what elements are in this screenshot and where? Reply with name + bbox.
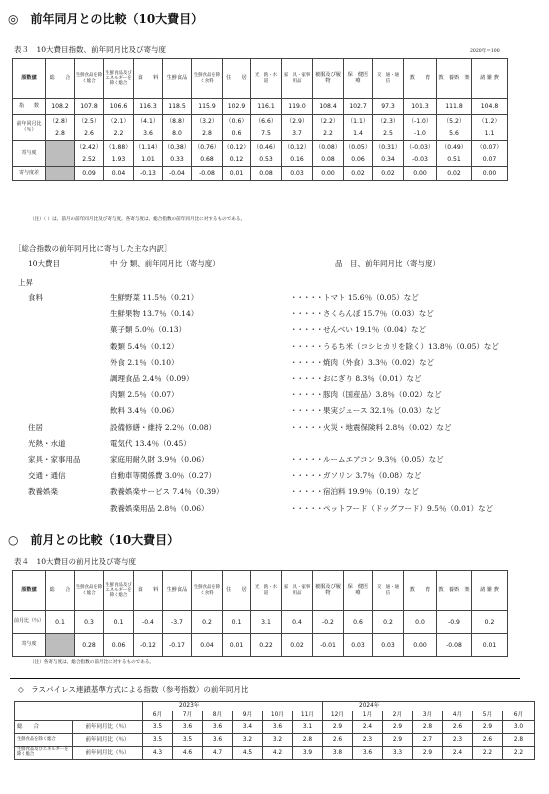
- table3-cell: 0.6: [223, 128, 251, 141]
- table3-cell: （0.08）: [313, 141, 344, 154]
- breakdown-mid: 自動車等関係費 3.0％（0.27）: [110, 471, 217, 481]
- table5-month-row: [15, 711, 535, 721]
- table5-cell: 3.5: [143, 721, 173, 734]
- breakdown-mid: 穀類 5.4％（0.12）: [110, 341, 179, 351]
- breakdown-col-mid: 中 分 類、前年同月比（寄与度）: [110, 259, 220, 268]
- table3-row: [13, 167, 508, 181]
- table3-cell: 0.08: [251, 167, 282, 181]
- table3-header-8: 光 熱・水 道: [251, 59, 282, 99]
- table4-header-10: 被服及び履物: [313, 571, 344, 611]
- table5-cell: 3.2: [233, 734, 263, 747]
- table3-cell: 7.5: [251, 128, 282, 141]
- table3-cell: 107.8: [75, 99, 104, 115]
- table4-cell: 0.1: [46, 611, 75, 634]
- breakdown-mid: 調理食品 2.4％（0.09）: [110, 374, 194, 383]
- breakdown-mid: 外食 2.1％（0.10）: [110, 357, 179, 367]
- table3-cell: 0.02: [373, 167, 404, 181]
- table5-cell: 2.8: [293, 734, 323, 747]
- table4-cell: 0.1: [104, 611, 134, 634]
- table3-cell: 118.5: [163, 99, 192, 115]
- table5-cell: 3.9: [293, 747, 323, 760]
- breakdown-category: 食料: [28, 293, 43, 302]
- breakdown-mid: 教養娯楽用品 2.8％（0.06）: [110, 503, 209, 513]
- table3-cell: （0.12）: [282, 141, 313, 154]
- table3-row-label: 寄与度差: [13, 167, 46, 181]
- table5-cell: 2.6: [473, 734, 503, 747]
- table5-cell: 3.6: [203, 721, 233, 734]
- table4-row: [13, 634, 508, 657]
- table3-cell: （0.6）: [223, 115, 251, 128]
- table3-cell: （2.8）: [46, 115, 75, 128]
- table4-cell: 0.4: [282, 611, 313, 634]
- table4-header-0: 原数値: [13, 571, 46, 611]
- table3-shaded-cell: [46, 141, 75, 167]
- table4-note: （注）各寄与度は、総合指数の前月比に対するものである。: [30, 660, 155, 665]
- table4-header-14: 教 養娯 楽: [437, 571, 472, 611]
- table5-cell: 2.4: [443, 747, 473, 760]
- breakdown-mid: 菓子類 5.0％（0.13）: [110, 325, 187, 335]
- table5-cell: 3.6: [173, 721, 203, 734]
- table3-caption: 表３ 10大費目指数、前年同月比及び寄与度: [14, 45, 167, 54]
- breakdown-dots: ・・・・・: [290, 422, 323, 432]
- table4-cell: 0.00: [404, 634, 437, 657]
- table4-cell: -0.4: [134, 611, 163, 634]
- table5-cell: 2.6: [323, 734, 353, 747]
- table3-cell: 0.00: [472, 167, 508, 181]
- table4-row-label: 前月比（％）: [13, 611, 46, 634]
- table3-cell: （8.8）: [163, 115, 192, 128]
- table4-header-8: 光 熱・水 道: [251, 571, 282, 611]
- month-header: 4月: [443, 711, 473, 721]
- breakdown-category: 交通・通信: [28, 471, 66, 481]
- table3-cell: （0.05）: [344, 141, 373, 154]
- breakdown-item: ガソリン 3.7％（0.08）など: [323, 471, 422, 481]
- table4-cell: -0.12: [134, 634, 163, 657]
- breakdown-col-item: 品 目、前年同月比（寄与度）: [335, 259, 440, 268]
- month-header: 10月: [263, 711, 293, 721]
- table4-header-15: 諸 雑 費: [472, 571, 508, 611]
- table4-header-3: 生鮮食品及びエネルギーを除く総合: [104, 571, 134, 611]
- table4-cell: 0.0: [404, 611, 437, 634]
- table4-caption: 表４ 10大費目の前月比及び寄与度: [14, 557, 137, 566]
- table3-cell: 1.01: [134, 154, 163, 167]
- table3-cell: -0.04: [163, 167, 192, 181]
- table4-header-6: 生鮮食品を除く食料: [192, 571, 223, 611]
- table5-cell: 3.1: [293, 721, 323, 734]
- table4-cell: 0.2: [192, 611, 223, 634]
- table5-cell: 3.8: [323, 747, 353, 760]
- table3-header-12: 交 通・通 信: [373, 59, 404, 99]
- table3-cell: 106.6: [104, 99, 134, 115]
- table3-cell: （-1.0）: [404, 115, 437, 128]
- section-title-laspeyres: ◇ ラスパイレス連鎖基準方式による指数（参考指数）の前年同月比: [18, 685, 249, 694]
- table4-header-row: [13, 571, 508, 611]
- table3-cell: （1.88）: [104, 141, 134, 154]
- breakdown-dots: ・・・・・: [290, 374, 323, 383]
- table3-cell: （0.07）: [472, 141, 508, 154]
- table4-cell: 0.01: [223, 634, 251, 657]
- breakdown-dots: ・・・・・: [290, 309, 323, 319]
- table3-cell: （0.31）: [373, 141, 404, 154]
- table5-row-label: 総 合: [15, 721, 73, 734]
- breakdown-item: 豚肉（国産品）3.8％（0.02）など: [323, 390, 442, 400]
- breakdown-category: 教養娯楽: [28, 487, 58, 497]
- table5-cell: 4.7: [203, 747, 233, 760]
- table3-header-6: 生鮮食品を除く食料: [192, 59, 223, 99]
- table3-cell: -0.08: [192, 167, 223, 181]
- year-2023: 2023年: [143, 702, 323, 711]
- table3-cell: （2.1）: [104, 115, 134, 128]
- table5-cell: 2.3: [443, 734, 473, 747]
- table3-cell: 3.7: [282, 128, 313, 141]
- breakdown-heading: ［総合指数の前年同月比に寄与した主な内訳］: [14, 244, 172, 253]
- breakdown-dots: ・・・・・: [290, 487, 323, 497]
- table3-cell: 2.5: [373, 128, 404, 141]
- breakdown-mid: 電気代 13.4％（0.45）: [110, 438, 191, 448]
- table3-cell: （2.9）: [282, 115, 313, 128]
- table5-cell: 2.9: [383, 734, 413, 747]
- table3-row-label: 前年同月比（％）: [13, 115, 46, 141]
- table4-cell: -0.9: [437, 611, 472, 634]
- table3-cell: 101.3: [404, 99, 437, 115]
- table5-row-sub: 前年同月比（％）: [73, 734, 143, 747]
- table3-cell: 0.09: [75, 167, 104, 181]
- table4-cell: 0.6: [344, 611, 373, 634]
- table3-cell: 3.6: [134, 128, 163, 141]
- table3-cell: 2.2: [313, 128, 344, 141]
- table3-cell: （0.76）: [192, 141, 223, 154]
- breakdown-item: トマト 15.6％（0.05）など: [323, 293, 419, 302]
- month-header: 5月: [473, 711, 503, 721]
- table3-cell: （0.38）: [163, 141, 192, 154]
- table4-cell: 0.06: [104, 634, 134, 657]
- table3-cell: 111.8: [437, 99, 472, 115]
- breakdown-dots: ・・・・・: [290, 293, 323, 302]
- breakdown-category: 家具・家事用品: [28, 455, 81, 464]
- table3-cell: （3.2）: [192, 115, 223, 128]
- table5-cell: 2.2: [473, 747, 503, 760]
- breakdown-mid: 教養娯楽サービス 7.4％（0.39）: [110, 487, 224, 497]
- table3-header-14: 教 養娯 楽: [437, 59, 472, 99]
- table5-cell: 3.6: [203, 734, 233, 747]
- table4-shaded-cell: [46, 634, 75, 657]
- table3-cell: 119.0: [282, 99, 313, 115]
- table4-header-4: 食 料: [134, 571, 163, 611]
- table4-cell: 0.03: [373, 634, 404, 657]
- table3-cell: （2.5）: [75, 115, 104, 128]
- table5-cell: 4.6: [173, 747, 203, 760]
- breakdown-category: 光熱・水道: [28, 438, 66, 448]
- table3-cell: 102.9: [223, 99, 251, 115]
- table3-cell: 1.1: [472, 128, 508, 141]
- month-header: 7月: [173, 711, 203, 721]
- table3-cell: 0.34: [373, 154, 404, 167]
- table3-cell: 97.3: [373, 99, 404, 115]
- table4-cell: -0.01: [313, 634, 344, 657]
- breakdown-mid: 生鮮野菜 11.5％（0.21）: [110, 293, 199, 302]
- month-header: 9月: [233, 711, 263, 721]
- table5-cell: 2.6: [443, 721, 473, 734]
- breakdown-mid: 設備修繕・維持 2.2％（0.08）: [110, 422, 217, 432]
- table3-header-13: 教 育: [404, 59, 437, 99]
- table3-cell: 104.8: [472, 99, 508, 115]
- table3-cell: 0.03: [282, 167, 313, 181]
- table3-cell: 0.08: [313, 154, 344, 167]
- table3-header-4: 食 料: [134, 59, 163, 99]
- base-year-note: 2020年＝100: [470, 49, 500, 54]
- table3-header-1: 総 合: [46, 59, 75, 99]
- table5-row-sub: 前年同月比（％）: [73, 747, 143, 760]
- table3-row: [13, 99, 508, 115]
- table5-cell: 2.8: [413, 721, 443, 734]
- table5-cell: 2.9: [413, 747, 443, 760]
- table4-cell: 0.2: [373, 611, 404, 634]
- table3-cell: 0.04: [104, 167, 134, 181]
- table5-row: [15, 734, 535, 747]
- table4-header-12: 交 通・通 信: [373, 571, 404, 611]
- table5-row-label: 生鮮食品を除く総合: [15, 734, 73, 747]
- table4-cell: -3.7: [163, 611, 192, 634]
- table5-cell: 3.3: [383, 747, 413, 760]
- breakdown-item: うるち米（コシヒカリを除く）13.8％（0.05）など: [323, 341, 499, 351]
- table3-cell: 0.02: [344, 167, 373, 181]
- table5-year-row: [15, 702, 535, 711]
- table3-cell: -1.0: [404, 128, 437, 141]
- table3-cell: 2.2: [104, 128, 134, 141]
- table3-cell: 2.8: [46, 128, 75, 141]
- table5-row-sub: 前年同月比（％）: [73, 721, 143, 734]
- section-title-mom: ○ 前月との比較（10大費目）: [8, 533, 180, 547]
- table3-cell: 102.7: [344, 99, 373, 115]
- table4-row-label: 寄与度: [13, 634, 46, 657]
- table4-cell: 0.01: [472, 634, 508, 657]
- table4-cell: 0.02: [282, 634, 313, 657]
- table3-cell: （1.1）: [344, 115, 373, 128]
- table5-cell: 2.9: [323, 721, 353, 734]
- table3-header-15: 諸 雑 費: [472, 59, 508, 99]
- table5-cell: 2.7: [413, 734, 443, 747]
- table5-cell: 4.3: [143, 747, 173, 760]
- table5-cell: 2.2: [503, 747, 535, 760]
- breakdown-dots: ・・・・・: [290, 341, 323, 351]
- table4-cell: -0.08: [437, 634, 472, 657]
- table5-cell: 4.2: [263, 747, 293, 760]
- table4-cell: -0.2: [313, 611, 344, 634]
- breakdown-item: 果実ジュース 32.1％（0.03）など: [323, 406, 441, 416]
- table5-cell: 3.6: [263, 721, 293, 734]
- month-header: 11月: [293, 711, 323, 721]
- breakdown-mid: 肉類 2.5％（0.07）: [110, 390, 179, 400]
- breakdown-dots: ・・・・・: [290, 325, 323, 335]
- table3-row-label: 指 数: [13, 99, 46, 115]
- table5-row: [15, 721, 535, 734]
- table3-cell: 2.52: [75, 154, 104, 167]
- table4-cell: 0.22: [251, 634, 282, 657]
- table3-cell: （2.42）: [75, 141, 104, 154]
- month-header: 3月: [413, 711, 443, 721]
- breakdown-category: 住居: [28, 422, 43, 432]
- breakdown-dots: ・・・・・: [290, 455, 323, 464]
- table4-header-7: 住 居: [223, 571, 251, 611]
- breakdown-item: せんべい 19.1％（0.04）など: [323, 325, 427, 335]
- table3-cell: 108.2: [46, 99, 75, 115]
- month-header: 2月: [383, 711, 413, 721]
- breakdown-mid: 家庭用耐久財 3.9％（0.06）: [110, 455, 209, 464]
- section-title-yoy: ◎ 前年同月との比較（10大費目）: [8, 12, 204, 26]
- table3-header-2: 生鮮食品を除く総合: [75, 59, 104, 99]
- table3-cell: （6.6）: [251, 115, 282, 128]
- table3-cell: 1.4: [344, 128, 373, 141]
- table3-row-label: 寄与度: [13, 141, 46, 167]
- breakdown-item: 火災・地震保険料 2.8％（0.02）など: [323, 422, 452, 432]
- table3-cell: -0.13: [134, 167, 163, 181]
- table4-header-9: 家 具・家事用品: [282, 571, 313, 611]
- table3-row: [13, 128, 508, 141]
- breakdown-item: おにぎり 8.3％（0.01）など: [323, 374, 422, 383]
- table3-cell: （0.12）: [223, 141, 251, 154]
- table3-cell: 116.3: [134, 99, 163, 115]
- table3-cell: 0.53: [251, 154, 282, 167]
- table3-cell: （-0.03）: [404, 141, 437, 154]
- breakdown-dots: ・・・・・: [290, 390, 323, 400]
- table3-cell: 0.07: [472, 154, 508, 167]
- table3-header-0: 原数値: [13, 59, 46, 99]
- breakdown-dots: ・・・・・: [290, 471, 323, 481]
- month-header: 1月: [353, 711, 383, 721]
- month-header: 8月: [203, 711, 233, 721]
- breakdown-dots: ・・・・・: [290, 503, 323, 513]
- table3-cell: 2.6: [75, 128, 104, 141]
- table5-cell: 2.9: [383, 721, 413, 734]
- table3-cell: （1.14）: [134, 141, 163, 154]
- table3-cell: （2.2）: [313, 115, 344, 128]
- table3-cell: 0.02: [437, 167, 472, 181]
- month-header: 6月: [503, 711, 535, 721]
- table4-row: [13, 611, 508, 634]
- table3-cell: 0.33: [163, 154, 192, 167]
- month-header: 12月: [323, 711, 353, 721]
- table3-cell: 116.1: [251, 99, 282, 115]
- breakdown-item: ペットフード（ドッグフード）9.5％（0.01）など: [323, 503, 494, 513]
- table3-cell: 0.16: [282, 154, 313, 167]
- breakdown-item: 宿泊料 19.9％（0.19）など: [323, 487, 419, 497]
- table4-header-2: 生鮮食品を除く総合: [75, 571, 104, 611]
- table3-cell: （5.2）: [437, 115, 472, 128]
- table4-cell: 0.03: [344, 634, 373, 657]
- table3-header-row: [13, 59, 508, 99]
- table5-cell: 4.5: [233, 747, 263, 760]
- table5-cell: 2.4: [353, 721, 383, 734]
- table3-cell: 0.00: [313, 167, 344, 181]
- breakdown-dots: ・・・・・: [290, 357, 323, 367]
- table3-row: [13, 115, 508, 128]
- table3-row: [13, 141, 508, 154]
- table4-header-11: 保 健医 療: [344, 571, 373, 611]
- table5-cell: 3.6: [353, 747, 383, 760]
- table3-cell: （1.2）: [472, 115, 508, 128]
- breakdown-col-category: 10大費目: [28, 259, 61, 268]
- table5-row: [15, 747, 535, 760]
- table3-cell: 0.12: [223, 154, 251, 167]
- table4-cell: 0.04: [192, 634, 223, 657]
- table3-cell: 0.01: [223, 167, 251, 181]
- breakdown-dots: ・・・・・: [290, 406, 323, 416]
- table3-cell: 1.93: [104, 154, 134, 167]
- breakdown-item: ルームエアコン 9.3％（0.05）など: [323, 455, 444, 464]
- table3-header-5: 生鮮食品: [163, 59, 192, 99]
- table3-header-7: 住 居: [223, 59, 251, 99]
- section-divider: [10, 678, 520, 679]
- table3-cell: 0.68: [192, 154, 223, 167]
- breakdown-mid: 生鮮果物 13.7％（0.14）: [110, 309, 199, 319]
- table5-row-label: 生鮮食品及びエネルギーを除く総合: [15, 747, 73, 760]
- table3-cell: 0.00: [404, 167, 437, 181]
- table4-header-5: 生鮮食品: [163, 571, 192, 611]
- table4-cell: 0.2: [472, 611, 508, 634]
- table3-note: （注）（ ）は、前月の前年同月比及び寄与度。各寄与度は、総合指数の前年同月比に対するものである。: [30, 217, 246, 222]
- table3-cell: 8.0: [163, 128, 192, 141]
- table5-cell: 3.2: [263, 734, 293, 747]
- table3-header-3: 生鮮食品及びエネルギーを除く総合: [104, 59, 134, 99]
- table5: [14, 701, 535, 760]
- month-header: 6月: [143, 711, 173, 721]
- table4-cell: 3.1: [251, 611, 282, 634]
- table4-cell: 0.3: [75, 611, 104, 634]
- table3-cell: （0.49）: [437, 141, 472, 154]
- table3-header-11: 保 健医 療: [344, 59, 373, 99]
- table4-header-1: 総 合: [46, 571, 75, 611]
- table4-cell: 0.1: [223, 611, 251, 634]
- breakdown-mid: 飲料 3.4％（0.06）: [110, 406, 179, 416]
- table3-row: [13, 154, 508, 167]
- table3-cell: 5.6: [437, 128, 472, 141]
- table5-cell: 2.9: [473, 721, 503, 734]
- table3: [12, 58, 508, 181]
- table5-cell: 2.3: [353, 734, 383, 747]
- breakdown-item: さくらんぼ 15.7％（0.03）など: [323, 309, 434, 319]
- breakdown-item: 焼肉（外食）3.3％（0.02）など: [323, 357, 435, 367]
- table3-shaded-cell: [46, 167, 75, 181]
- table5-cell: 3.0: [503, 721, 535, 734]
- table4-cell: 0.28: [75, 634, 104, 657]
- table5-cell: 3.5: [173, 734, 203, 747]
- table3-cell: 0.51: [437, 154, 472, 167]
- table5-cell: 2.8: [503, 734, 535, 747]
- table4-cell: -0.17: [163, 634, 192, 657]
- table3-cell: -0.03: [404, 154, 437, 167]
- table5-cell: 3.4: [233, 721, 263, 734]
- table3-cell: 115.9: [192, 99, 223, 115]
- table4-header-13: 教 育: [404, 571, 437, 611]
- table4: [12, 570, 508, 657]
- table3-cell: （2.3）: [373, 115, 404, 128]
- table3-cell: 2.8: [192, 128, 223, 141]
- table3-cell: 108.4: [313, 99, 344, 115]
- year-2024: 2024年: [323, 702, 535, 711]
- table3-header-10: 被服及び履物: [313, 59, 344, 99]
- table5-cell: 3.5: [143, 734, 173, 747]
- breakdown-up-label: 上昇: [18, 278, 33, 287]
- table3-cell: 0.06: [344, 154, 373, 167]
- table3-header-9: 家 具・家事用品: [282, 59, 313, 99]
- table3-cell: （0.46）: [251, 141, 282, 154]
- table3-cell: （4.1）: [134, 115, 163, 128]
